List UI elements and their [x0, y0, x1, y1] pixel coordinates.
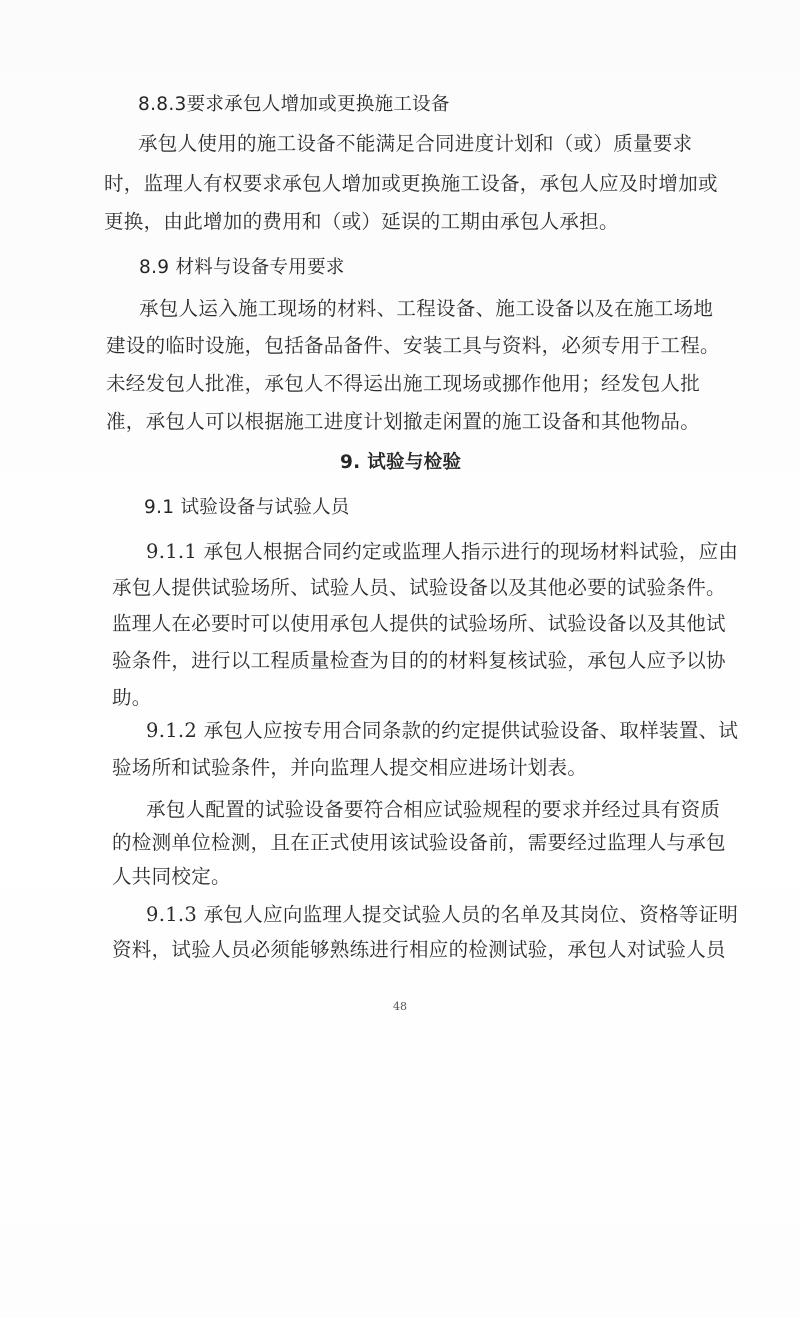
paragraph-line: 的检测单位检测，且在正式使用该试验设备前，需要经过监理人与承包 — [112, 831, 726, 854]
paragraph-line: 助。 — [112, 686, 152, 709]
paragraph-line: 建设的临时设施，包括备品备件、安装工具与资料，必须专用于工程。 — [106, 334, 720, 357]
paragraph-line: 验条件，进行以工程质量检查为目的的材料复核试验，承包人应予以协 — [112, 649, 726, 672]
paragraph-line: 准，承包人可以根据施工进度计划撤走闲置的施工设备和其他物品。 — [106, 410, 701, 433]
paragraph-line: 9.1.3 承包人应向监理人提交试验人员的名单及其岗位、资格等证明 — [146, 903, 739, 926]
chapter-title: 9. 试验与检验 — [340, 452, 462, 473]
paragraph-line: 承包人配置的试验设备要符合相应试验规程的要求并经过具有资质 — [146, 798, 721, 821]
paragraph-line: 承包人使用的施工设备不能满足合同进度计划和（或）质量要求 — [138, 132, 693, 155]
paragraph-line: 9.1.2 承包人应按专用合同条款的约定提供试验设备、取样装置、试 — [146, 719, 739, 742]
paragraph-line: 验场所和试验条件，并向监理人提交相应进场计划表。 — [112, 756, 588, 779]
paragraph-line: 更换，由此增加的费用和（或）延误的工期由承包人承担。 — [104, 210, 619, 233]
paragraph-line: 资料，试验人员必须能够熟练进行相应的检测试验，承包人对试验人员 — [112, 938, 726, 961]
heading-8-8-3: 8.8.3要求承包人增加或更换施工设备 — [138, 94, 450, 115]
paragraph-line: 9.1.1 承包人根据合同约定或监理人指示进行的现场材料试验，应由 — [146, 540, 739, 563]
paragraph-line: 人共同校定。 — [112, 865, 231, 888]
page-number: 48 — [393, 1000, 407, 1013]
paragraph-line: 未经发包人批准，承包人不得运出施工现场或挪作他用；经发包人批 — [106, 372, 701, 395]
paragraph-line: 承包人运入施工现场的材料、工程设备、施工设备以及在施工场地 — [139, 297, 714, 320]
paragraph-line: 监理人在必要时可以使用承包人提供的试验场所、试验设备以及其他试 — [112, 612, 726, 635]
heading-9-1: 9.1 试验设备与试验人员 — [144, 497, 350, 518]
paragraph-line: 时，监理人有权要求承包人增加或更换施工设备，承包人应及时增加或 — [104, 172, 718, 195]
heading-8-9: 8.9 材料与设备专用要求 — [139, 257, 345, 278]
paragraph-line: 承包人提供试验场所、试验人员、试验设备以及其他必要的试验条件。 — [112, 576, 726, 599]
